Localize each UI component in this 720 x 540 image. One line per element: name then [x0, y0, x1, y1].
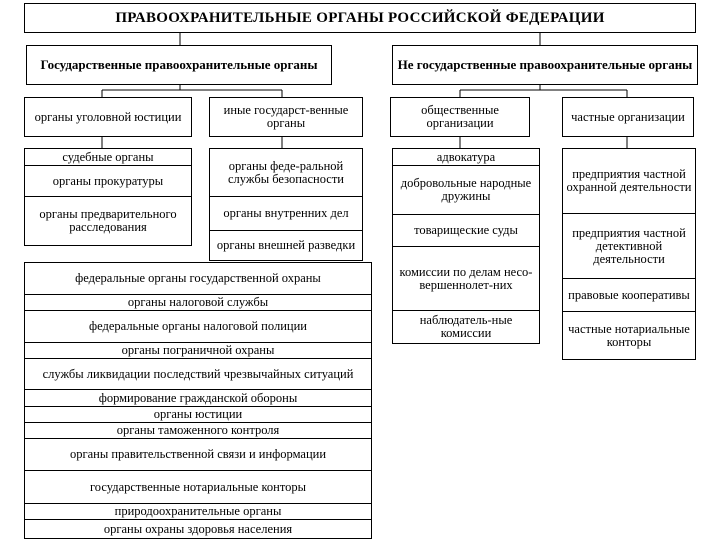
- list-item: природоохранительные органы: [25, 504, 371, 520]
- list-item: правовые кооперативы: [563, 279, 695, 312]
- list-item: органы правительственной связи и информации: [25, 439, 371, 471]
- list-item: федеральные органы налоговой полиции: [25, 311, 371, 343]
- private-orgs-list: [562, 148, 696, 360]
- list-item: формирование гражданской обороны: [25, 390, 371, 407]
- category-criminal-justice: органы уголовной юстиции: [24, 97, 192, 137]
- list-item: органы предварительного расследования: [39, 207, 177, 234]
- criminal-justice-list: [24, 148, 192, 246]
- list-item: органы пограничной охраны: [25, 343, 371, 359]
- diagram-title: ПРАВООХРАНИТЕЛЬНЫЕ ОРГАНЫ РОССИЙСКОЙ ФЕДЕРАЦИИ: [24, 3, 696, 33]
- branch-state: Государственные правоохранительные органы: [26, 45, 332, 85]
- list-item: частные нотариальные конторы: [568, 321, 690, 349]
- list-item: органы прокуратуры: [25, 166, 191, 197]
- list-item: органы феде-ральной службы безопасности: [210, 149, 362, 197]
- list-item: судебные органы: [25, 149, 191, 166]
- list-item: органы таможенного контроля: [25, 423, 371, 439]
- other-state-list: [209, 148, 363, 261]
- list-item: комиссии по делам несо-вершеннолет-них: [393, 247, 539, 311]
- federal-bodies-list: [24, 262, 372, 539]
- category-other-state: иные государст-венные органы: [209, 97, 363, 137]
- list-item: предприятия частной детективной деятельности: [563, 214, 695, 279]
- category-private-orgs: частные организации: [562, 97, 694, 137]
- list-item: федеральные органы государственной охраны: [25, 263, 371, 295]
- list-item: органы налоговой службы: [25, 295, 371, 311]
- list-item: товарищеские суды: [393, 215, 539, 247]
- list-item: органы охраны здоровья населения: [103, 521, 293, 536]
- list-item: службы ликвидации последствий чрезвычайных ситуаций: [25, 359, 371, 390]
- list-item: адвокатура: [393, 149, 539, 166]
- list-item: наблюдатель-ные комиссии: [419, 313, 513, 340]
- list-item: органы внешней разведки: [216, 238, 356, 252]
- list-item: органы внутренних дел: [210, 197, 362, 231]
- list-item: органы юстиции: [25, 407, 371, 423]
- list-item: добровольные народные дружины: [393, 166, 539, 215]
- category-public-orgs: общественные организации: [390, 97, 530, 137]
- branch-nonstate: Не государственные правоохранительные органы: [392, 45, 698, 85]
- list-item: государственные нотариальные конторы: [25, 471, 371, 504]
- public-orgs-list: [392, 148, 540, 344]
- list-item: предприятия частной охранной деятельности: [563, 149, 695, 214]
